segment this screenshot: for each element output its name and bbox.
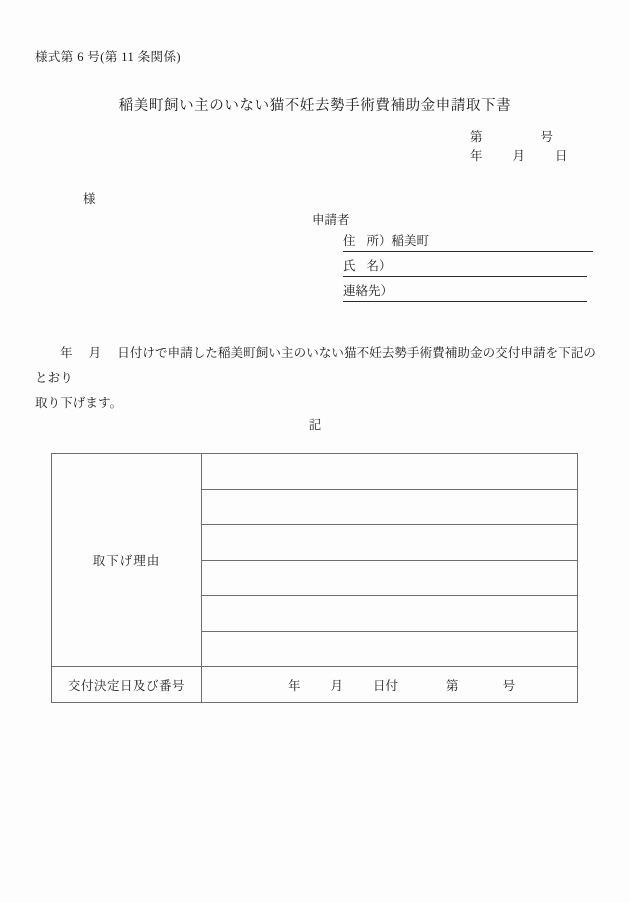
form-number: 様式第 6 号(第 11 条関係) xyxy=(35,50,181,64)
table-row xyxy=(52,454,578,490)
applicant-address-line[interactable] xyxy=(343,231,431,256)
address-label: 住 xyxy=(343,234,356,248)
name-label-suffix: 名） xyxy=(366,259,392,273)
decision-number-prefix: 第 xyxy=(446,678,459,693)
decision-input-cell[interactable] xyxy=(202,667,578,703)
date-year-label: 年 xyxy=(470,149,483,163)
document-meta xyxy=(470,128,568,166)
reason-input-row-3[interactable] xyxy=(202,525,578,561)
reason-input-row-6[interactable] xyxy=(202,631,578,667)
body-sentence-first: 日付けで申請した稲美町飼い主のいない猫不妊去勢手術費補助金の交付申請を下記のとおり xyxy=(35,346,597,385)
address-underline xyxy=(343,251,593,252)
table-row xyxy=(52,667,578,703)
document-number-row xyxy=(470,128,568,147)
document-date-row xyxy=(470,147,568,166)
applicant-name-line[interactable] xyxy=(343,256,431,281)
number-prefix-label: 第 xyxy=(470,130,483,144)
decision-number-suffix: 号 xyxy=(502,678,516,693)
date-day-label: 日 xyxy=(555,149,568,163)
applicant-fields xyxy=(343,231,431,306)
name-label: 氏 xyxy=(343,259,356,273)
decision-month-label: 月 xyxy=(330,678,344,693)
reason-input-row-1[interactable] xyxy=(202,454,578,490)
contact-underline xyxy=(343,301,587,302)
body-month-label: 月 xyxy=(88,346,102,360)
contact-label: 連絡先） xyxy=(343,284,394,298)
address-label-suffix: 所）稲美町 xyxy=(366,234,430,248)
body-paragraph xyxy=(35,341,600,416)
name-underline xyxy=(343,276,587,277)
decision-day-label: 日付 xyxy=(373,678,399,693)
reason-input-row-5[interactable] xyxy=(202,596,578,632)
ki-mark: 記 xyxy=(308,418,322,432)
page-title: 稲美町飼い主のいない猫不妊去勢手術費補助金申請取下書 xyxy=(118,98,512,114)
decision-year-label: 年 xyxy=(288,678,301,693)
decision-label-cell: 交付決定日及び番号 xyxy=(52,667,202,703)
withdrawal-table xyxy=(51,453,578,703)
number-suffix-label: 号 xyxy=(540,130,554,144)
applicant-section-label: 申請者 xyxy=(312,213,350,227)
body-sentence-second: 取り下げます。 xyxy=(35,396,123,410)
date-month-label: 月 xyxy=(512,149,526,163)
applicant-contact-line[interactable] xyxy=(343,281,431,306)
reason-input-row-4[interactable] xyxy=(202,560,578,596)
addressee-honorific: 様 xyxy=(83,192,96,206)
reason-label-cell: 取下げ理由 xyxy=(52,454,202,667)
body-year-label: 年 xyxy=(60,346,73,360)
reason-input-row-2[interactable] xyxy=(202,489,578,525)
